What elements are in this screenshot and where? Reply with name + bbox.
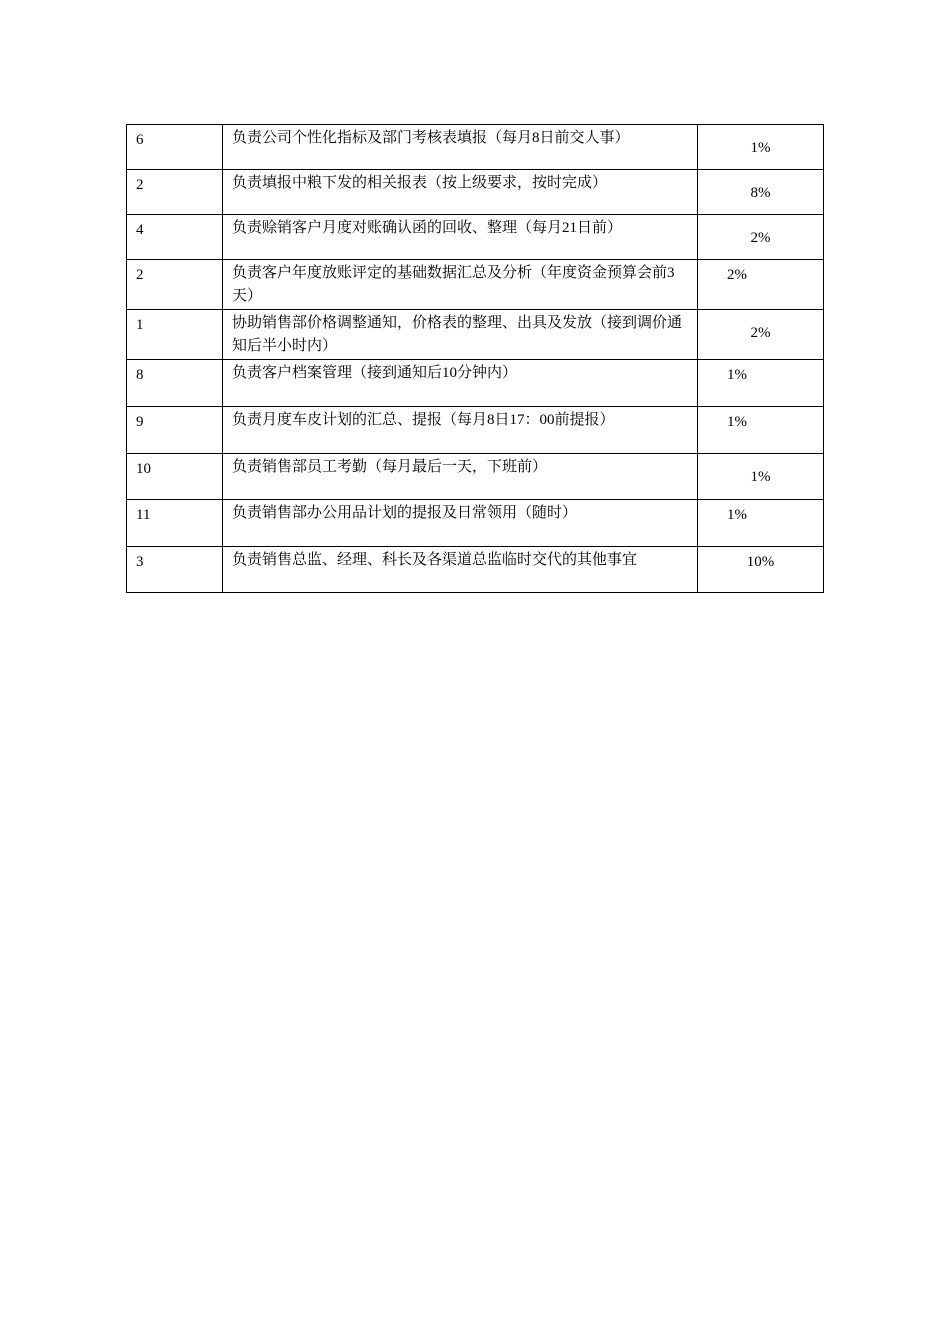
task-cell	[223, 310, 698, 360]
weight-value: 1%	[727, 507, 747, 523]
row-number-cell	[127, 215, 223, 260]
task-description: 负责销售部员工考勤（每月最后一天，下班前）	[232, 459, 548, 475]
task-cell	[223, 547, 698, 593]
row-number: 6	[136, 132, 144, 148]
weight-cell	[698, 500, 824, 547]
row-number-cell	[127, 500, 223, 547]
row-number: 2	[136, 177, 144, 193]
table-row	[127, 500, 824, 547]
task-description: 负责赊销客户月度对账确认函的回收、整理（每月21日前）	[232, 220, 623, 236]
weight-cell	[698, 260, 824, 310]
weight-value: 2%	[750, 230, 771, 246]
duties-table	[126, 124, 824, 593]
task-description: 负责客户档案管理（接到通知后10分钟内）	[232, 365, 518, 381]
row-number-cell	[127, 547, 223, 593]
table-row	[127, 454, 824, 500]
table-row	[127, 360, 824, 407]
weight-value: 2%	[750, 325, 771, 341]
task-cell	[223, 454, 698, 500]
task-description: 负责填报中粮下发的相关报表（按上级要求，按时完成）	[232, 175, 608, 191]
weight-value: 1%	[727, 367, 747, 383]
task-description: 负责销售部办公用品计划的提报及日常领用（随时）	[232, 505, 578, 521]
weight-value: 10%	[746, 554, 775, 570]
task-cell	[223, 215, 698, 260]
row-number-cell	[127, 260, 223, 310]
task-cell	[223, 360, 698, 407]
weight-value: 2%	[727, 267, 747, 283]
weight-cell	[698, 454, 824, 500]
task-cell	[223, 260, 698, 310]
row-number: 8	[136, 367, 144, 383]
weight-cell	[698, 407, 824, 454]
row-number: 1	[136, 317, 144, 333]
weight-value: 1%	[727, 414, 747, 430]
weight-value: 1%	[750, 469, 771, 485]
task-cell	[223, 170, 698, 215]
weight-cell	[698, 310, 824, 360]
weight-value: 8%	[750, 185, 771, 201]
row-number: 10	[136, 461, 151, 477]
task-description: 负责销售总监、经理、科长及各渠道总监临时交代的其他事宜	[232, 552, 638, 568]
table-row	[127, 260, 824, 310]
task-description: 协助销售部价格调整通知，价格表的整理、出具及发放（接到调价通知后半小时内）	[232, 315, 683, 354]
weight-cell	[698, 547, 824, 593]
table-row	[127, 310, 824, 360]
weight-value: 1%	[750, 140, 771, 156]
table-row	[127, 407, 824, 454]
table-row	[127, 125, 824, 170]
row-number: 4	[136, 222, 144, 238]
task-description: 负责月度车皮计划的汇总、提报（每月8日17：00前提报）	[232, 412, 615, 428]
row-number-cell	[127, 454, 223, 500]
weight-cell	[698, 360, 824, 407]
weight-cell	[698, 170, 824, 215]
row-number: 2	[136, 267, 144, 283]
task-description: 负责公司个性化指标及部门考核表填报（每月8日前交人事）	[232, 130, 630, 146]
task-cell	[223, 125, 698, 170]
row-number: 3	[136, 554, 144, 570]
row-number-cell	[127, 407, 223, 454]
task-cell	[223, 407, 698, 454]
row-number-cell	[127, 170, 223, 215]
table-row	[127, 547, 824, 593]
table-row	[127, 215, 824, 260]
task-cell	[223, 500, 698, 547]
weight-cell	[698, 125, 824, 170]
row-number: 9	[136, 414, 144, 430]
row-number-cell	[127, 125, 223, 170]
row-number-cell	[127, 360, 223, 407]
weight-cell	[698, 215, 824, 260]
table-row	[127, 170, 824, 215]
row-number: 11	[136, 507, 151, 523]
task-description: 负责客户年度放账评定的基础数据汇总及分析（年度资金预算会前3天）	[232, 265, 675, 304]
row-number-cell	[127, 310, 223, 360]
